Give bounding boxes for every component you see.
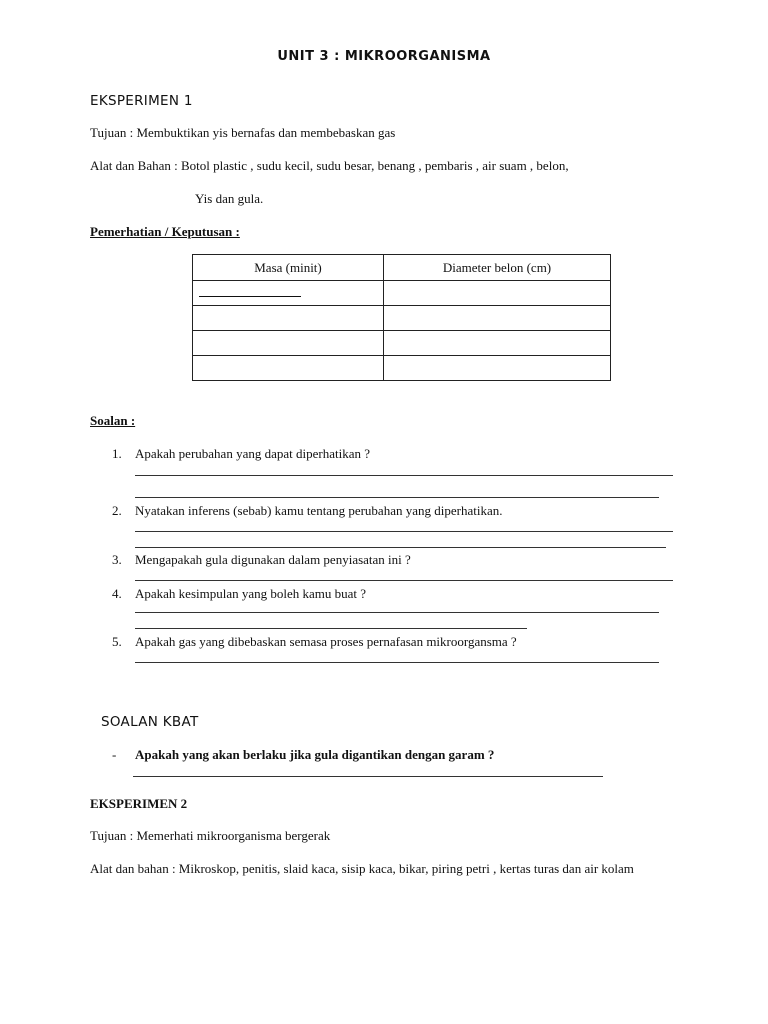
- table-cell[interactable]: [193, 281, 384, 306]
- table-cell[interactable]: [384, 356, 611, 381]
- table-header-row: [193, 255, 611, 281]
- observation-heading: Pemerhatian / Keputusan :: [90, 224, 240, 239]
- table-row: [193, 306, 611, 331]
- answer-line[interactable]: [135, 628, 527, 629]
- table-row: [193, 331, 611, 356]
- experiment-1-heading: EKSPERIMEN 1: [90, 93, 193, 109]
- answer-line[interactable]: [135, 612, 659, 613]
- answer-line[interactable]: [135, 547, 666, 548]
- blank-line: [199, 296, 301, 297]
- page-title: UNIT 3 : MIKROORGANISMA: [277, 49, 491, 64]
- answer-line[interactable]: [135, 531, 673, 532]
- question-2-number: 2.: [112, 503, 122, 518]
- observation-table: [192, 254, 611, 381]
- table-cell[interactable]: [384, 331, 611, 356]
- answer-line[interactable]: [133, 776, 603, 777]
- question-4-number: 4.: [112, 586, 122, 601]
- table-cell[interactable]: [193, 306, 384, 331]
- question-1-number: 1.: [112, 446, 122, 461]
- experiment-1-materials: Alat dan Bahan : Botol plastic , sudu kecil, sudu besar, benang , pembaris , air suam , belon,: [90, 158, 569, 173]
- experiment-1-aim: Tujuan : Membuktikan yis bernafas dan membebaskan gas: [90, 125, 396, 140]
- experiment-2-aim: Tujuan : Memerhati mikroorganisma bergerak: [90, 828, 331, 843]
- experiment-2-heading: EKSPERIMEN 2: [90, 796, 188, 811]
- answer-line[interactable]: [135, 580, 673, 581]
- experiment-2-materials: Alat dan bahan : Mikroskop, penitis, slaid kaca, sisip kaca, bikar, piring petri , kertas turas dan air kolam: [90, 861, 634, 876]
- question-1-text: Apakah perubahan yang dapat diperhatikan ?: [135, 446, 370, 461]
- question-3-number: 3.: [112, 552, 122, 567]
- answer-line[interactable]: [135, 662, 659, 663]
- kbat-bullet: -: [112, 747, 117, 762]
- kbat-heading: SOALAN KBAT: [101, 714, 199, 730]
- answer-line[interactable]: [135, 475, 673, 476]
- table-cell[interactable]: [384, 281, 611, 306]
- question-4-text: Apakah kesimpulan yang boleh kamu buat ?: [135, 586, 367, 601]
- questions-heading: Soalan :: [90, 413, 136, 428]
- experiment-1-materials-cont: Yis dan gula.: [195, 191, 264, 206]
- table-header-time: Masa (minit): [193, 255, 384, 281]
- table-header-diameter: Diameter belon (cm): [384, 255, 611, 281]
- table-row: [193, 356, 611, 381]
- kbat-question: Apakah yang akan berlaku jika gula digantikan dengan garam ?: [135, 747, 495, 762]
- table-cell[interactable]: [193, 356, 384, 381]
- table-cell[interactable]: [384, 306, 611, 331]
- question-2-text: Nyatakan inferens (sebab) kamu tentang perubahan yang diperhatikan.: [135, 503, 503, 518]
- answer-line[interactable]: [135, 497, 659, 498]
- table-cell[interactable]: [193, 331, 384, 356]
- question-3-text: Mengapakah gula digunakan dalam penyiasatan ini ?: [135, 552, 411, 567]
- question-5-text: Apakah gas yang dibebaskan semasa proses pernafasan mikroorgansma ?: [135, 634, 517, 649]
- question-5-number: 5.: [112, 634, 122, 649]
- table-row: [193, 281, 611, 306]
